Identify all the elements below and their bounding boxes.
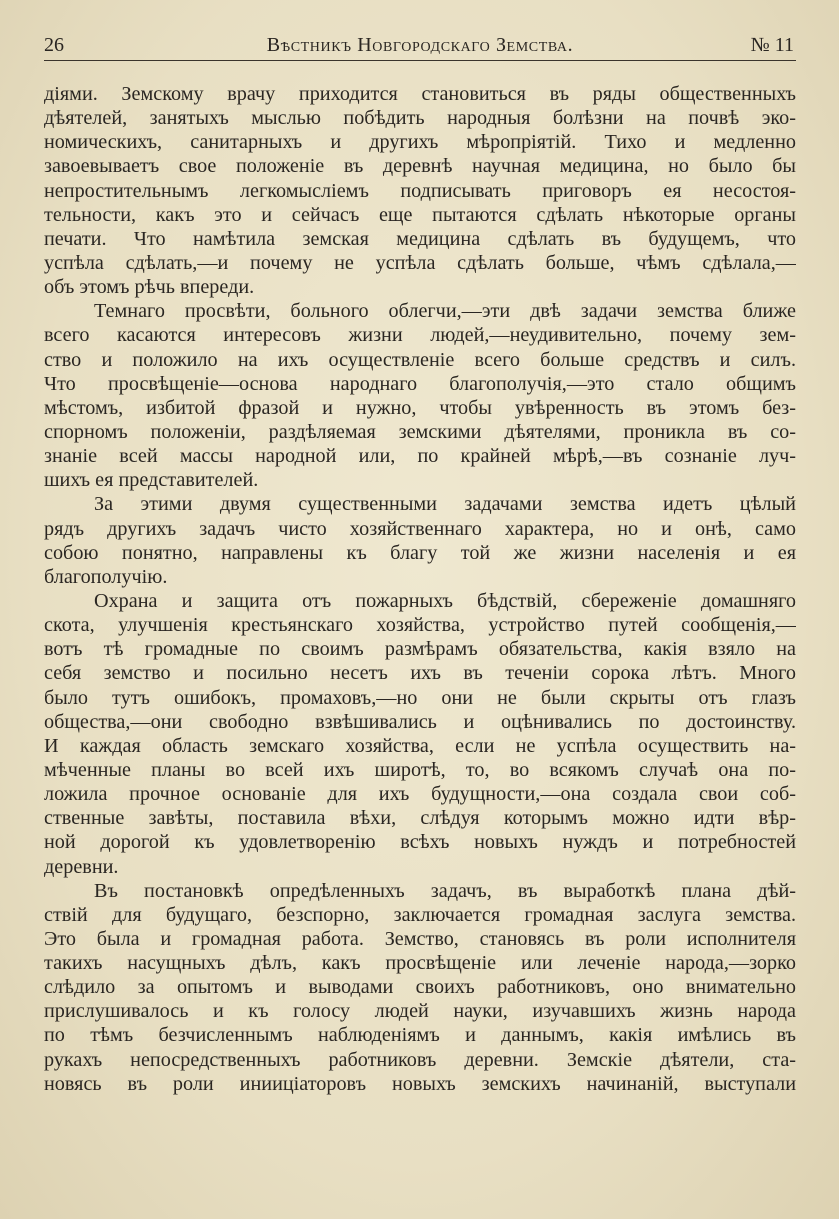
text-line: объ этомъ рѣчь впереди. xyxy=(44,276,255,299)
text-line: новясь въ роли инииціаторовъ новыхъ земскихъ начинаній, выступали xyxy=(44,1072,796,1095)
text-line: скота, улучшенія крестьянскаго хозяйства, устройство путей сообщенія,— xyxy=(44,614,796,637)
text-line: слѣдило за опытомъ и выводами своихъ работниковъ, оно внимательно xyxy=(44,976,796,999)
text-line: благополучію. xyxy=(44,565,168,588)
text-line: рядъ другихъ задачъ чисто хозяйственнаго характера, но и онѣ, само xyxy=(44,517,796,540)
text-line: было тутъ ошибокъ, промаховъ,—но они не были скрыты отъ глазъ xyxy=(44,686,796,709)
text-line: по тѣмъ безчисленнымъ наблюденіямъ и даннымъ, какія имѣлись въ xyxy=(44,1024,796,1047)
text-line: дѣятелей, занятыхъ мыслью побѣдить народныя болѣзни на почвѣ эко- xyxy=(44,107,796,130)
text-line: непростительнымъ легкомысліемъ подписывать приговоръ ея несостоя- xyxy=(44,179,796,202)
text-line: Охрана и защита отъ пожарныхъ бѣдствій, сбереженіе домашняго xyxy=(94,589,796,612)
text-line: вотъ тѣ громадные по своимъ размѣрамъ обязательства, какія взяло на xyxy=(44,638,796,661)
text-line: ной дорогой къ удовлетворенію всѣхъ новыхъ нуждъ и потребностей xyxy=(44,831,796,854)
text-line: За этими двумя существенными задачами земства идетъ цѣлый xyxy=(94,493,796,516)
text-line: номическихъ, санитарныхъ и другихъ мѣропріятій. Тихо и медленно xyxy=(44,131,796,154)
running-header xyxy=(44,32,796,61)
text-line: Темнаго просвѣти, больного облегчи,—эти двѣ задачи земства ближе xyxy=(94,300,796,323)
text-line: Это была и громадная работа. Земство, становясь въ роли исполнителя xyxy=(44,927,796,950)
text-line: общества,—они свободно взвѣшивались и оцѣнивались по достоинству. xyxy=(44,710,796,733)
text-line: деревни. xyxy=(44,855,119,878)
text-line: прислушивалось и къ голосу людей науки, изучавшихъ жизнь народа xyxy=(44,1000,796,1023)
text-line: завоевываетъ свое положеніе въ деревнѣ научная медицина, но было бы xyxy=(44,155,796,178)
text-line: мѣстомъ, избитой фразой и нужно, чтобы увѣренность въ этомъ без- xyxy=(44,396,796,419)
journal-title: Вѣстникъ Новгородскаго Земства. xyxy=(266,34,574,56)
text-line: мѣченные планы во всей ихъ широтѣ, то, во всякомъ случаѣ она по- xyxy=(44,758,796,781)
text-line: знаніе всей массы народной или, по крайней мѣрѣ,—въ сознаніе луч- xyxy=(44,445,796,468)
text-line: спорномъ положеніи, раздѣляемая земскими дѣятелями, проникла въ со- xyxy=(44,420,796,443)
text-line: Что просвѣщеніе—основа народнаго благополучія,—это стало общимъ xyxy=(44,372,796,395)
text-line: себя земство и посильно несетъ ихъ въ теченіи сорока лѣтъ. Много xyxy=(44,662,796,685)
text-line: ствій для будущаго, безспорно, заключается громадная заслуга земства. xyxy=(44,903,796,926)
text-line: печати. Что намѣтила земская медицина сдѣлать въ будущемъ, что xyxy=(44,227,796,250)
text-line: такихъ насущныхъ дѣлъ, какъ просвѣщеніе или леченіе народа,—зорко xyxy=(44,952,796,975)
text-line: И каждая область земскаго хозяйства, если не успѣла осуществить на- xyxy=(44,734,796,757)
text-line: тельности, какъ это и сейчасъ еще пытаются сдѣлать нѣкоторые органы xyxy=(44,203,796,226)
text-line: всего касаются интересовъ жизни людей,—неудивительно, почему зем- xyxy=(44,324,796,347)
article-body xyxy=(44,82,796,1096)
text-line: шихъ ея представителей. xyxy=(44,469,259,492)
text-line: собою понятно, направлены къ благу той же жизни населенія и ея xyxy=(44,541,796,564)
text-line: ство и положило на ихъ осуществленіе всего больше средствъ и силъ. xyxy=(44,348,796,371)
page-number: 26 xyxy=(44,34,64,56)
text-line: Въ постановкѣ опредѣленныхъ задачъ, въ выработкѣ плана дѣй- xyxy=(94,879,796,902)
text-line: рукахъ непосредственныхъ работниковъ деревни. Земскіе дѣятели, ста- xyxy=(44,1048,796,1071)
text-line: ложила прочное основаніе для ихъ будущности,—она создала свои соб- xyxy=(44,783,796,806)
text-line: ственные завѣты, поставила вѣхи, слѣдуя которымъ можно идти вѣр- xyxy=(44,807,796,830)
text-line: успѣла сдѣлать,—и почему не успѣла сдѣлать больше, чѣмъ сдѣлала,— xyxy=(44,251,796,274)
issue-number: № 11 xyxy=(750,34,794,56)
text-line: діями. Земскому врачу приходится становиться въ ряды общественныхъ xyxy=(44,83,796,105)
